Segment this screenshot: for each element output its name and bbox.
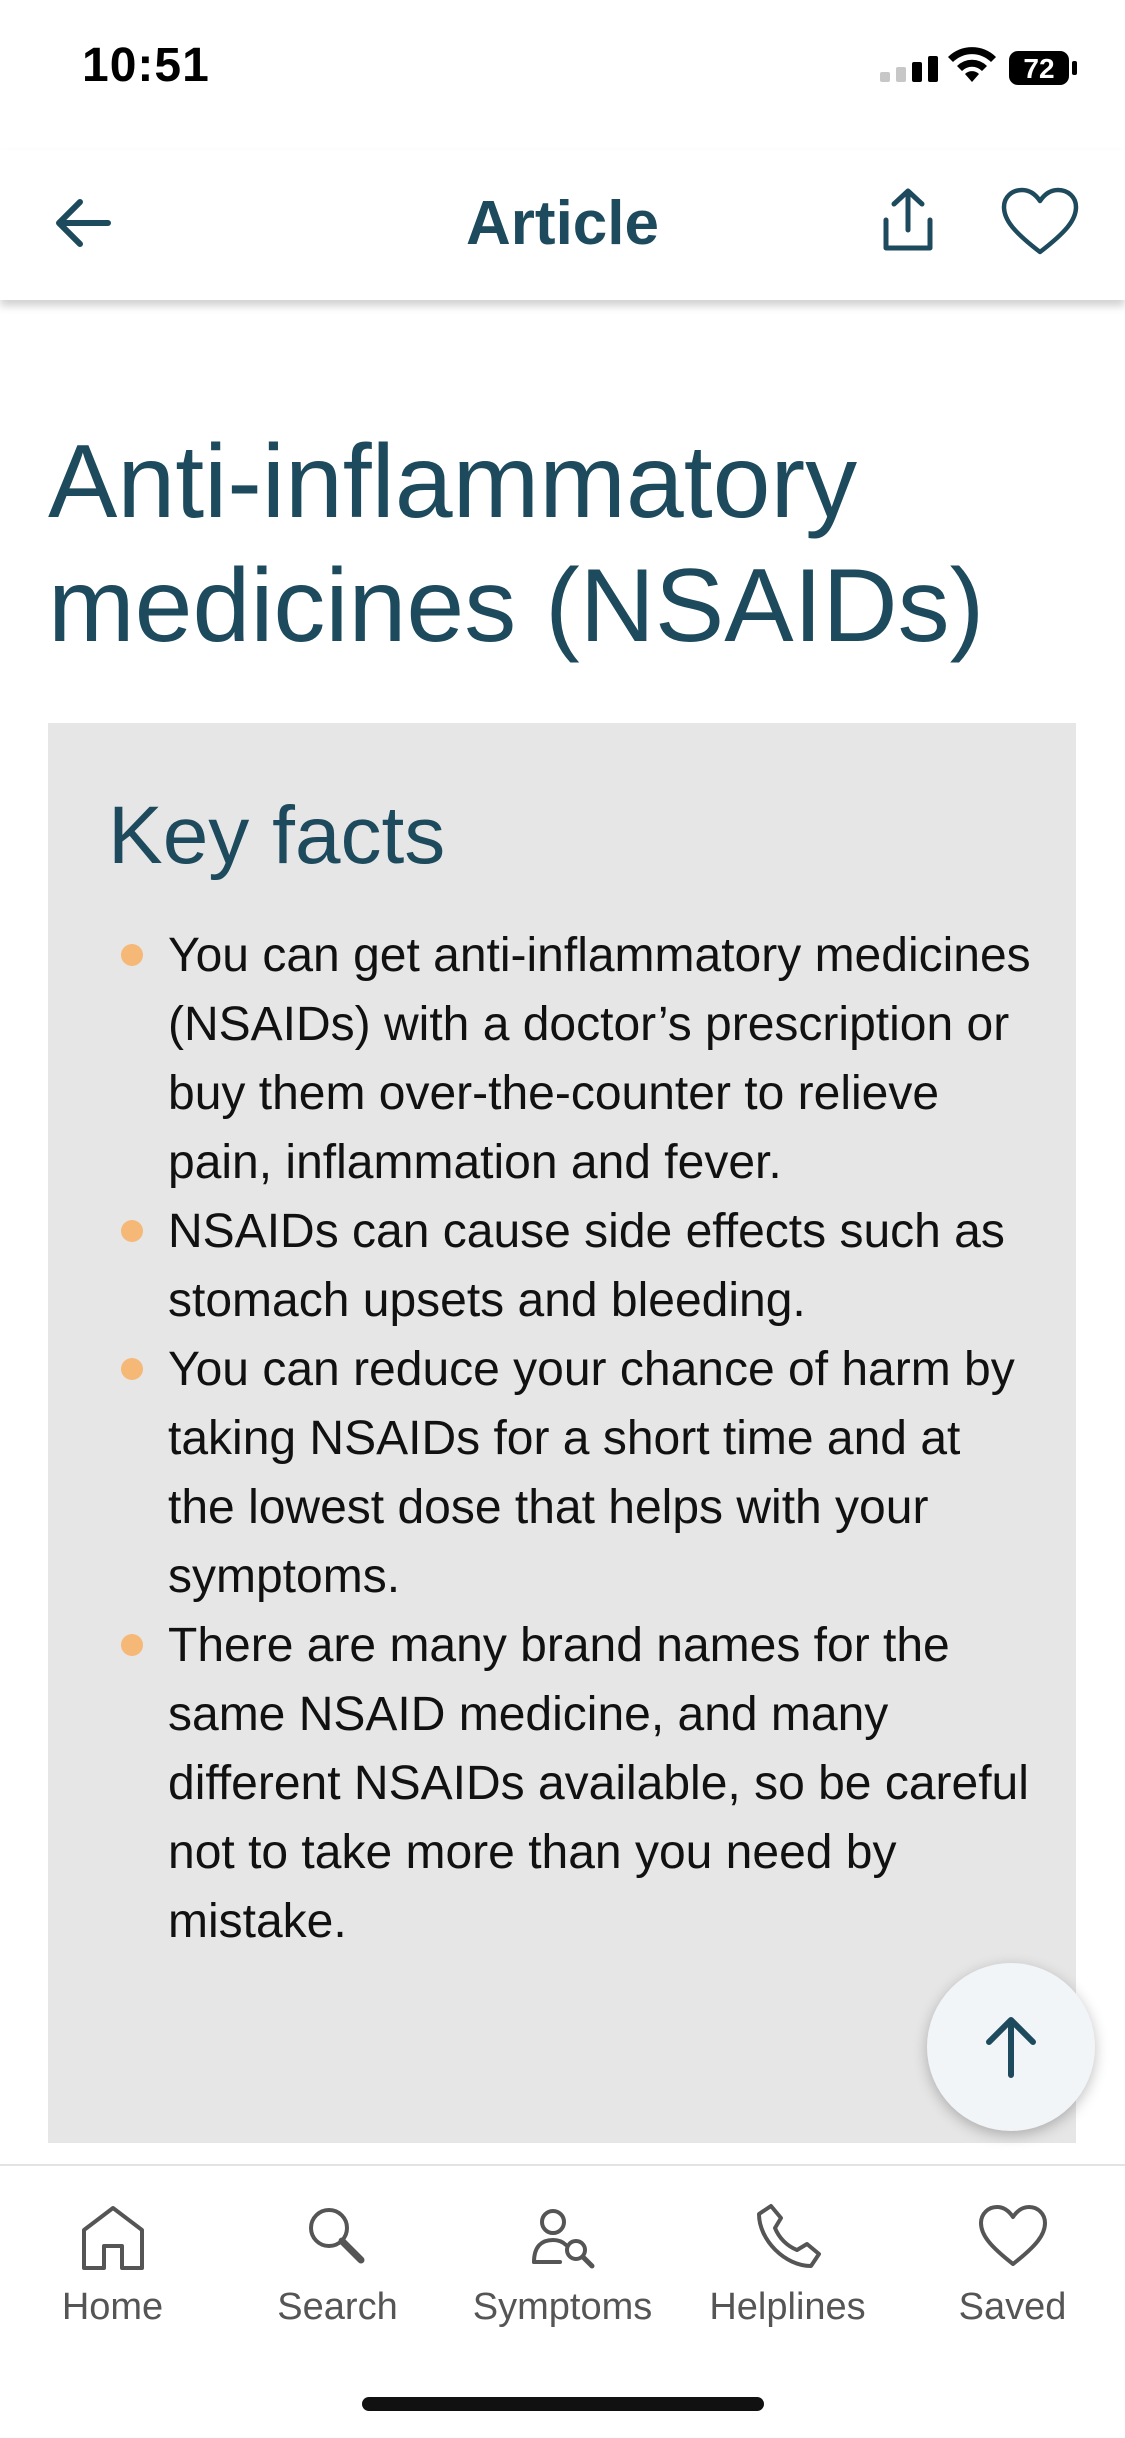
- home-indicator: [362, 2397, 764, 2411]
- battery-level: 72: [1023, 53, 1055, 84]
- status-time: 10:51: [82, 39, 210, 92]
- bullet-icon: [121, 1634, 143, 1656]
- page-title: Article: [466, 189, 659, 258]
- key-facts-heading: Key facts: [108, 790, 446, 881]
- key-fact-text: There are many brand names for the same NSAID medicine, and many different NSAIDs available, so be careful not to take more than you need by mistake.: [168, 1619, 1029, 1948]
- tab-symptoms[interactable]: [450, 2200, 675, 2350]
- tab-search[interactable]: [225, 2200, 450, 2350]
- key-fact-item: [48, 1335, 1076, 1611]
- bullet-icon: [121, 1358, 143, 1380]
- signal-icon: [880, 56, 938, 82]
- share-icon: [876, 186, 940, 256]
- tab-label: Helplines: [709, 2286, 866, 2328]
- key-facts-list: [48, 921, 1076, 1956]
- key-fact-item: [48, 1611, 1076, 1956]
- tab-label: Search: [277, 2286, 398, 2328]
- bullet-icon: [121, 944, 143, 966]
- key-fact-text: NSAIDs can cause side effects such as stomach upsets and bleeding.: [168, 1205, 1005, 1327]
- wifi-icon: [944, 44, 1000, 84]
- key-facts-panel: [48, 723, 1076, 2143]
- article-title: Anti-inflammatory medicines (NSAIDs): [48, 424, 985, 664]
- header-bar: [0, 150, 1125, 300]
- scroll-to-top-button[interactable]: [927, 1963, 1095, 2131]
- tab-label: Saved: [958, 2286, 1067, 2328]
- favorite-button[interactable]: [1000, 186, 1080, 258]
- key-fact-item: [48, 921, 1076, 1197]
- arrow-up-icon: [979, 2015, 1043, 2079]
- tab-saved[interactable]: [900, 2200, 1125, 2350]
- key-fact-text: You can get anti-inflammatory medicines (NSAIDs) with a doctor’s prescription or buy them over-the-counter to relieve pain, inflammation and fever.: [168, 929, 1031, 1189]
- key-fact-text: You can reduce your chance of harm by taking NSAIDs for a short time and at the lowest dose that helps with your symptoms.: [168, 1343, 1015, 1603]
- symptoms-icon: [526, 2200, 600, 2274]
- battery-icon: [1008, 50, 1078, 86]
- key-fact-item: [48, 1197, 1076, 1335]
- phone-icon: [751, 2200, 825, 2274]
- heart-icon: [976, 2200, 1050, 2274]
- share-button[interactable]: [876, 186, 940, 256]
- tab-label: Symptoms: [472, 2286, 653, 2328]
- status-bar: [0, 0, 1125, 140]
- home-icon: [76, 2200, 150, 2274]
- search-icon: [301, 2200, 375, 2274]
- tab-home[interactable]: [0, 2200, 225, 2350]
- bullet-icon: [121, 1220, 143, 1242]
- tab-label: Home: [61, 2286, 164, 2328]
- heart-icon: [1000, 186, 1080, 258]
- tab-helplines[interactable]: [675, 2200, 900, 2350]
